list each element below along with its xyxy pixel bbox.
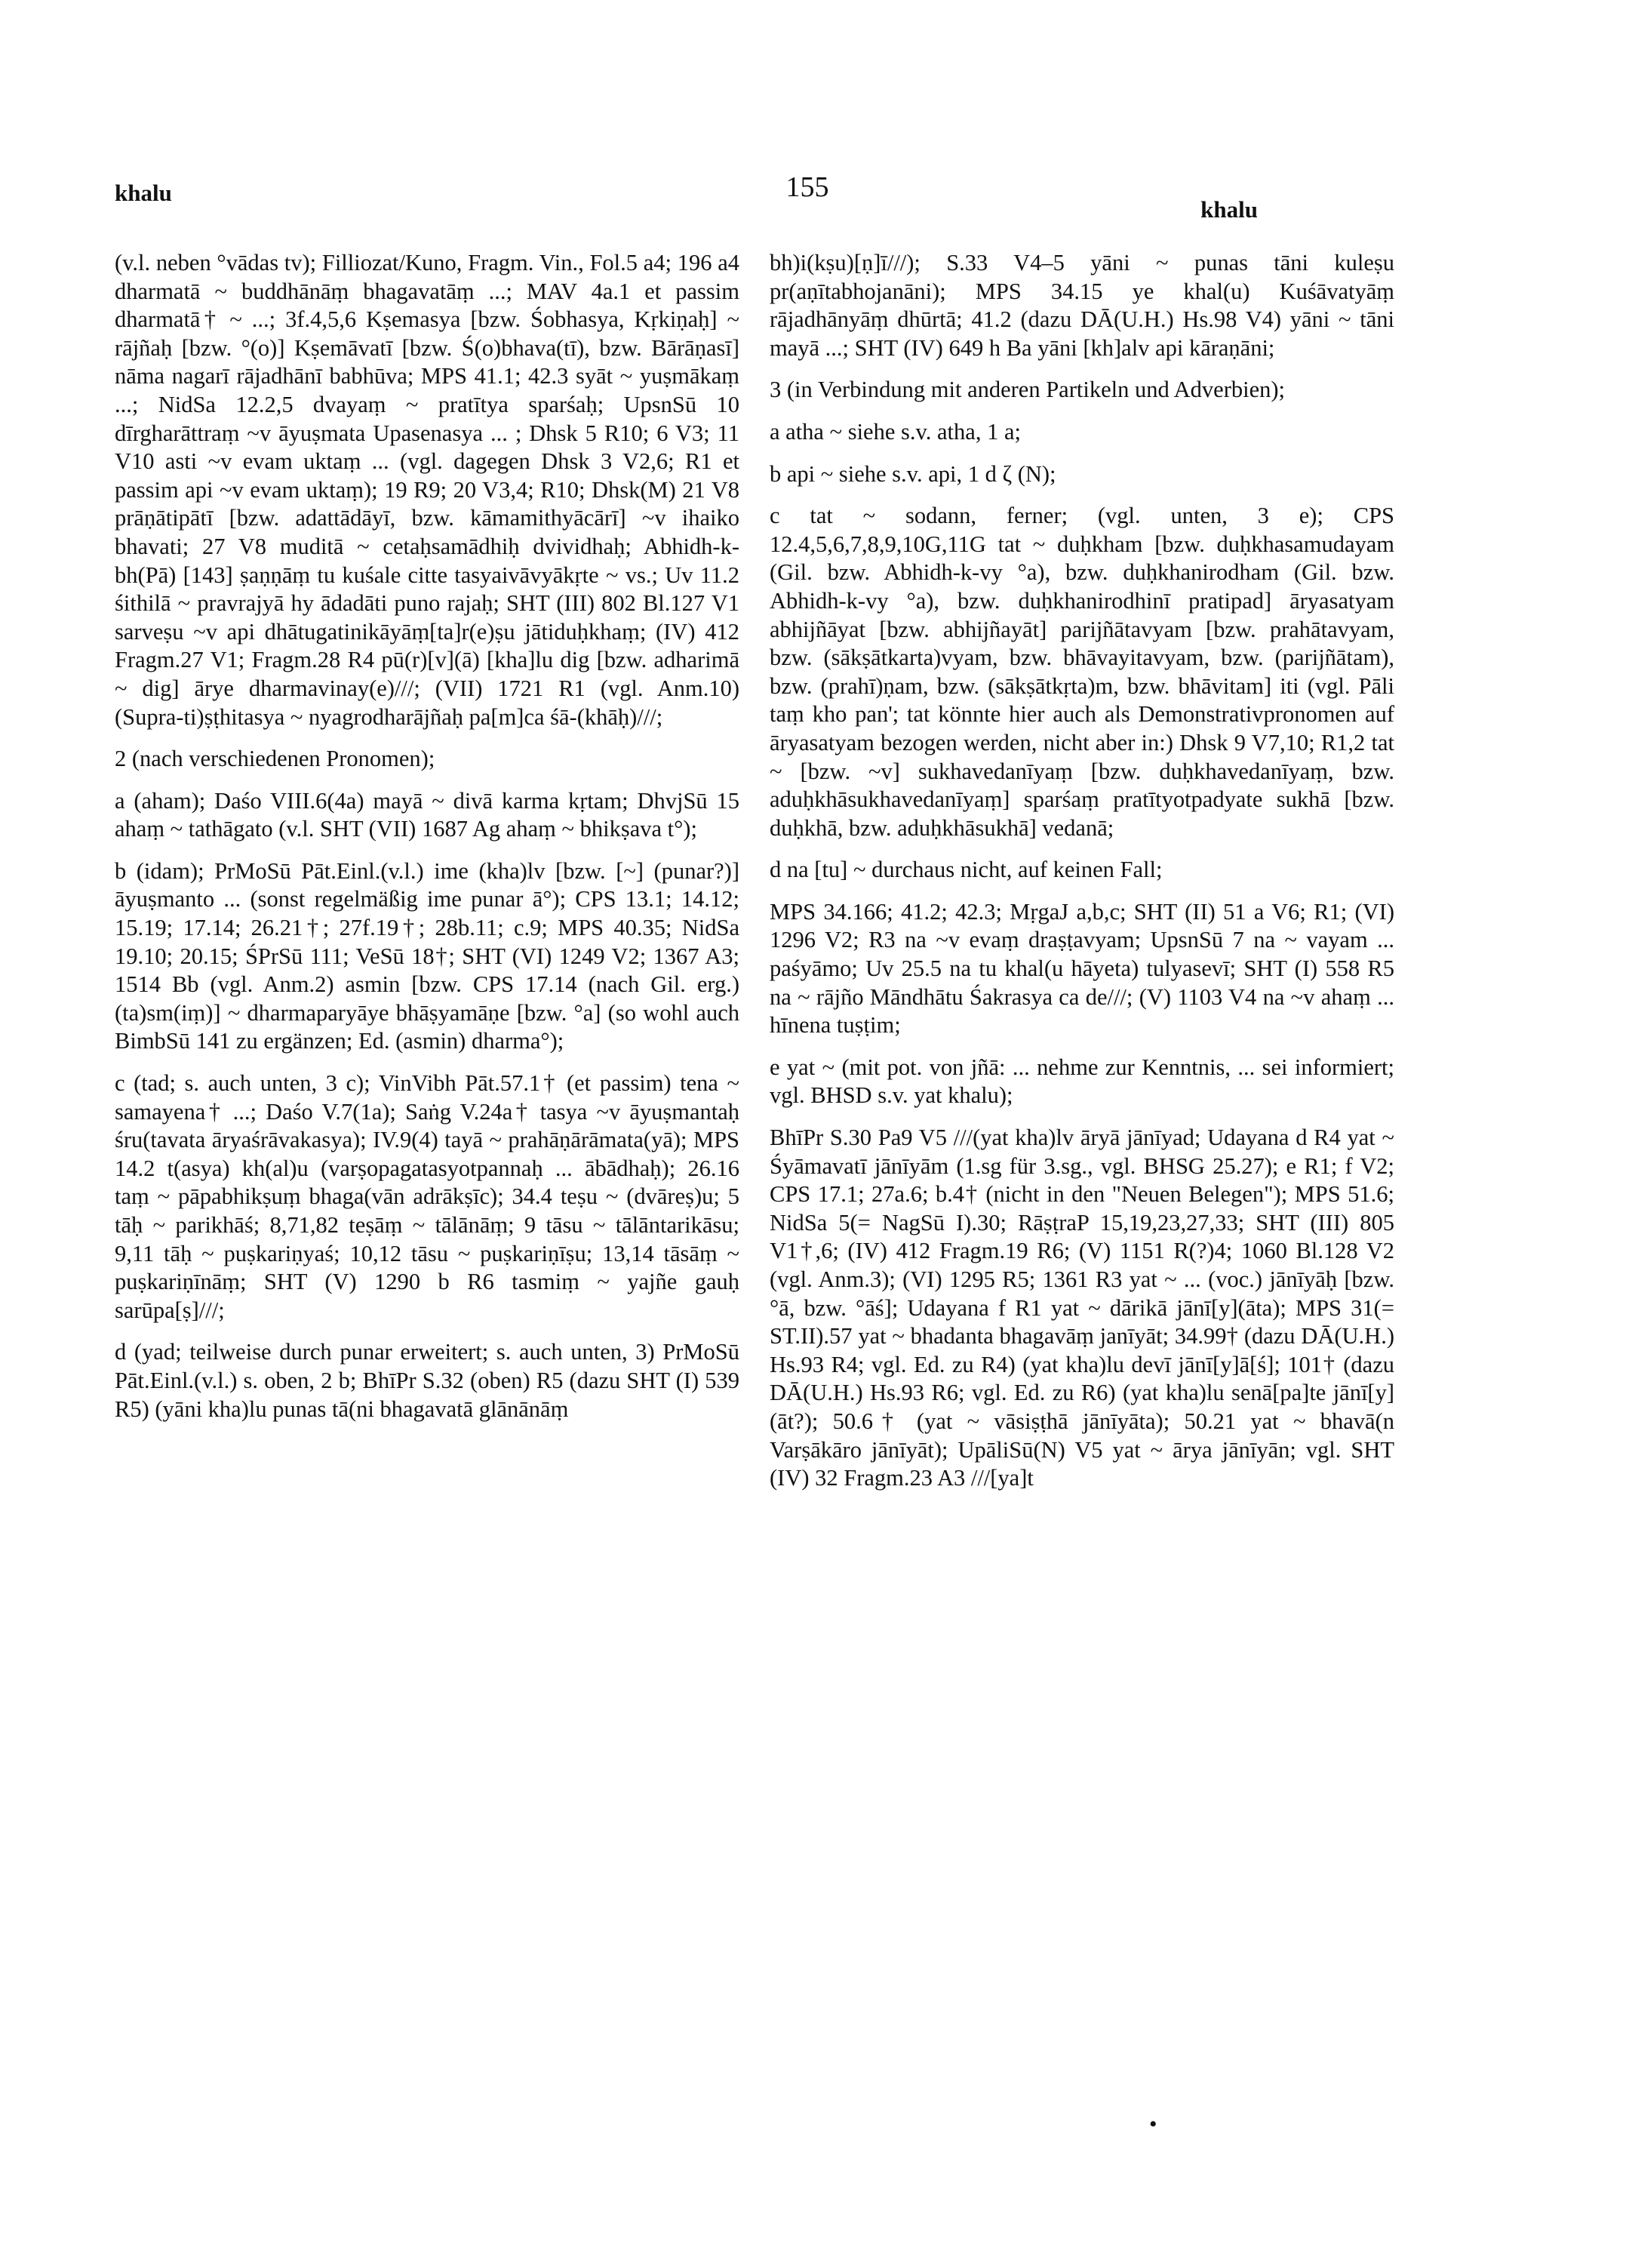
paragraph: b (idam); PrMoSū Pāt.Einl.(v.l.) ime (kha)lv [bzw. [~] (punar?)] āyuṣmanto ... (sonst regelmäßig ime punar ā°); CPS 13.1; 14.12; 15.19; 17.14; 26.21†; 27f.19†; 28b.11; c.9; MPS 40.35; NidSa 19.10; 20.15; ŚPrSū 111; VeSū 18†; SHT (VI) 1249 V2; 1367 A3; 1514 Bb (vgl. Anm.2) asmin [bzw. CPS 17.14 (nach Gil. erg.) (ta)sm(iṃ)] ~ dharmaparyāye bhāṣyamāṇe [bzw. °a] (so wohl auch BimbSū 141 zu ergänzen; Ed. (asmin) dharma°); bbox=[115, 857, 739, 1054]
right-column bbox=[770, 249, 1394, 1506]
paragraph: a atha ~ siehe s.v. atha, 1 a; bbox=[770, 418, 1021, 445]
stray-dot: • bbox=[1149, 2112, 1157, 2137]
paragraph: d na [tu] ~ durchaus nicht, auf keinen Fall; bbox=[770, 857, 1163, 883]
left-column bbox=[115, 249, 739, 1437]
paragraph: bh)i(kṣu)[ṇ]ī///); S.33 V4–5 yāni ~ punas tāni kuleṣu pr(aṇītabhojanāni); MPS 34.15 ye khal(u) Kuśāvatyāṃ rājadhānyāṃ dhūrtā; 41.2 (dazu DĀ(U.H.) Hs.98 V4) yāni ~ tāni mayā ...; SHT (IV) 649 h Ba yāni [kh]alv api kāraṇāni; bbox=[770, 250, 1394, 361]
page-number: 155 bbox=[785, 171, 829, 203]
running-head-left: khalu bbox=[115, 180, 172, 206]
paragraph: 3 (in Verbindung mit anderen Partikeln und Adverbien); bbox=[770, 377, 1286, 403]
running-head-right: khalu bbox=[1200, 196, 1258, 223]
paragraph: e yat ~ (mit pot. von jñā: ... nehme zur Kenntnis, ... sei informiert; vgl. BHSD s.v. yat khalu); bbox=[770, 1054, 1394, 1109]
paragraph: a (aham); Daśo VIII.6(4a) mayā ~ divā karma kṛtam; DhvjSū 15 ahaṃ ~ tathāgato (v.l. SHT (VII) 1687 Ag ahaṃ ~ bhikṣava t°); bbox=[115, 787, 739, 842]
paragraph: BhīPr S.30 Pa9 V5 ///(yat kha)lv āryā jānīyad; Udayana d R4 yat ~ Śyāmavatī jānīyām (1.sg für 3.sg., vgl. BHSG 25.27); e R1; f V2; CPS 17.1; 27a.6; b.4† (nicht in den "Neuen Belegen"); MPS 51.6; NidSa 5(= NagSū I).30; RāṣṭraP 15,19,23,27,33; SHT (III) 805 V1†,6; (IV) 412 Fragm.19 R6; (V) 1151 R(?)4; 1060 Bl.128 V2 (vgl. Anm.3); (VI) 1295 R5; 1361 R3 yat ~ ... (voc.) jānīyāḥ [bzw. °ā, bzw. °āś]; Udayana f R1 yat ~ dārikā jānī[y](āta); MPS 31(= ST.II).57 yat ~ bhadanta bhagavāṃ janīyāt; 34.99† (dazu DĀ(U.H.) Hs.93 R4; vgl. Ed. zu R4) (yat kha)lu devī jānī[y]ā[ś]; 101† (dazu DĀ(U.H.) Hs.93 R6; vgl. Ed. zu R6) (yat kha)lu senā[pa]te jānī[y](āt?); 50.6† (yat ~ vāsiṣṭhā jānīyāta); 50.21 yat ~ bhavā(n Varṣākāro jānīyāt); UpāliSū(N) V5 yat ~ ārya jānīyān; vgl. SHT (IV) 32 Fragm.23 A3 ///[ya]t bbox=[770, 1125, 1394, 1491]
paragraph: c tat ~ sodann, ferner; (vgl. unten, 3 e); CPS 12.4,5,6,7,8,9,10G,11G tat ~ duḥkham [bzw. duḥkhasamudayam (Gil. bzw. Abhidh-k-vy °a), bzw. duḥkhanirodham (Gil. bzw. Abhidh-k-vy °a), bzw. duḥkhanirodhinī pratipad] āryasatyam abhijñāyat [bzw. abhijñayāt] parijñātavyam [bzw. prahātavyam, bzw. (sākṣātkarta)vyam, bzw. bhāvayitavyam, bzw. (parijñātam), bzw. (prahī)ṇam, bzw. (sākṣātkṛta)m, bzw. bhāvitam] iti (vgl. Pāli taṃ kho pan'; tat könnte hier auch als Demonstrativpronomen auf āryasatyam bezogen werden, nicht aber in:) Dhsk 9 V7,10; R1,2 tat ~ [bzw. ~v] sukhavedanīyaṃ [bzw. duḥkhavedanīyaṃ, bzw. aduḥkhāsukhavedanīyaṃ] sparśaṃ pratītyotpadyate sukhā [bzw. duḥkhā, bzw. aduḥkhāsukhā] vedanā; bbox=[770, 503, 1394, 841]
paragraph: d (yad; teilweise durch punar erweitert; s. auch unten, 3) PrMoSū Pāt.Einl.(v.l.) s. oben, 2 b; BhīPr S.32 (oben) R5 (dazu SHT (I) 539 R5) (yāni kha)lu punas tā(ni bhagavatā glānānāṃ bbox=[115, 1339, 739, 1422]
paragraph: (v.l. neben °vādas tv); Filliozat/Kuno, Fragm. Vin., Fol.5 a4; 196 a4 dharmatā ~ buddhānāṃ bhagavatāṃ ...; MAV 4a.1 et passim dharmatā† ~ ...; 3f.4,5,6 Kṣemasya [bzw. Śobhasya, Kṛkiṇaḥ] ~ rājñaḥ [bzw. °(o)] Kṣemāvatī [bzw. Ś(o)bhava(tī), bzw. Bārāṇasī] nāma nagarī rājadhānī babhūva; MPS 41.1; 42.3 syāt ~ yuṣmākaṃ ...; NidSa 12.2,5 dvayaṃ ~ pratītya sparśaḥ; UpsnSū 10 dīrgharāttraṃ ~v āyuṣmata Upasenasya ... ; Dhsk 5 R10; 6 V3; 11 V10 asti ~v evam uktaṃ ... (vgl. dagegen Dhsk 3 V2,6; R1 et passim api ~v evam uktaṃ); 19 R9; 20 V3,4; R10; Dhsk(M) 21 V8 prāṇātipātī [bzw. adattādāyī, bzw. kāmamithyācārī] ~v ihaiko bhavati; 27 V8 muditā ~ cetaḥsamādhiḥ dvividhaḥ; Abhidh-k-bh(Pā) [143] ṣaṇṇāṃ tu kuśale citte tasyaivāvyākṛte ~ vs.; Uv 11.2 śithilā ~ pravrajyā hy ādadāti puno rajaḥ; SHT (III) 802 Bl.127 V1 sarveṣu ~v api dhātugatinikāyāṃ[ta]r(e)ṣu jātiduḥkhaṃ; (IV) 412 Fragm.27 V1; Fragm.28 R4 pū(r)[v](ā) [kha]lu dig [bzw. adharimā ~ dig] ārye dharmavinay(e)///; (VII) 1721 R1 (vgl. Anm.10) (Supra-ti)ṣṭhitasya ~ nyagrodharājñaḥ pa[m]ca śā-(khāḥ)///; bbox=[115, 250, 739, 730]
paragraph: 2 (nach verschiedenen Pronomen); bbox=[115, 746, 435, 772]
paragraph: b api ~ siehe s.v. api, 1 d ζ (N); bbox=[770, 460, 1056, 487]
paragraph: c (tad; s. auch unten, 3 c); VinVibh Pāt.57.1† (et passim) tena ~ samayena† ...; Daśo V.7(1a); Saṅg V.24a† tasya ~v āyuṣmantaḥ śru(tavata āryaśrāvakasya); IV.9(4) tayā ~ prahāṇārāmata(yā); MPS 14.2 t(asya) kh(al)u (varṣopagatasyotpannaḥ ... ābādhaḥ); 26.16 taṃ ~ pāpabhikṣuṃ bhaga(vān adrākṣīc); 34.4 teṣu ~ (dvāreṣ)u; 5 tāḥ ~ parikhāś; 8,71,82 teṣāṃ ~ tālānāṃ; 9 tāsu ~ tālāntarikāsu; 9,11 tāḥ ~ puṣkariṇyaś; 10,12 tāsu ~ puṣkariṇīṣu; 13,14 tāsāṃ ~ puṣkariṇīnāṃ; SHT (V) 1290 b R6 tasmiṃ ~ yajñe gauḥ sarūpa[ṣ]///; bbox=[115, 1070, 739, 1323]
paragraph: MPS 34.166; 41.2; 42.3; MṛgaJ a,b,c; SHT (II) 51 a V6; R1; (VI) 1296 V2; R3 na ~v evaṃ draṣṭavyam; UpsnSū 7 na ~ vayam ... paśyāmo; Uv 25.5 na tu khal(u hāyeta) tulyasevī; SHT (I) 558 R5 na ~ rājño Māndhātu Śakrasya ca de///; (V) 1103 V4 na ~v ahaṃ ... hīnena tuṣṭim; bbox=[770, 898, 1394, 1039]
